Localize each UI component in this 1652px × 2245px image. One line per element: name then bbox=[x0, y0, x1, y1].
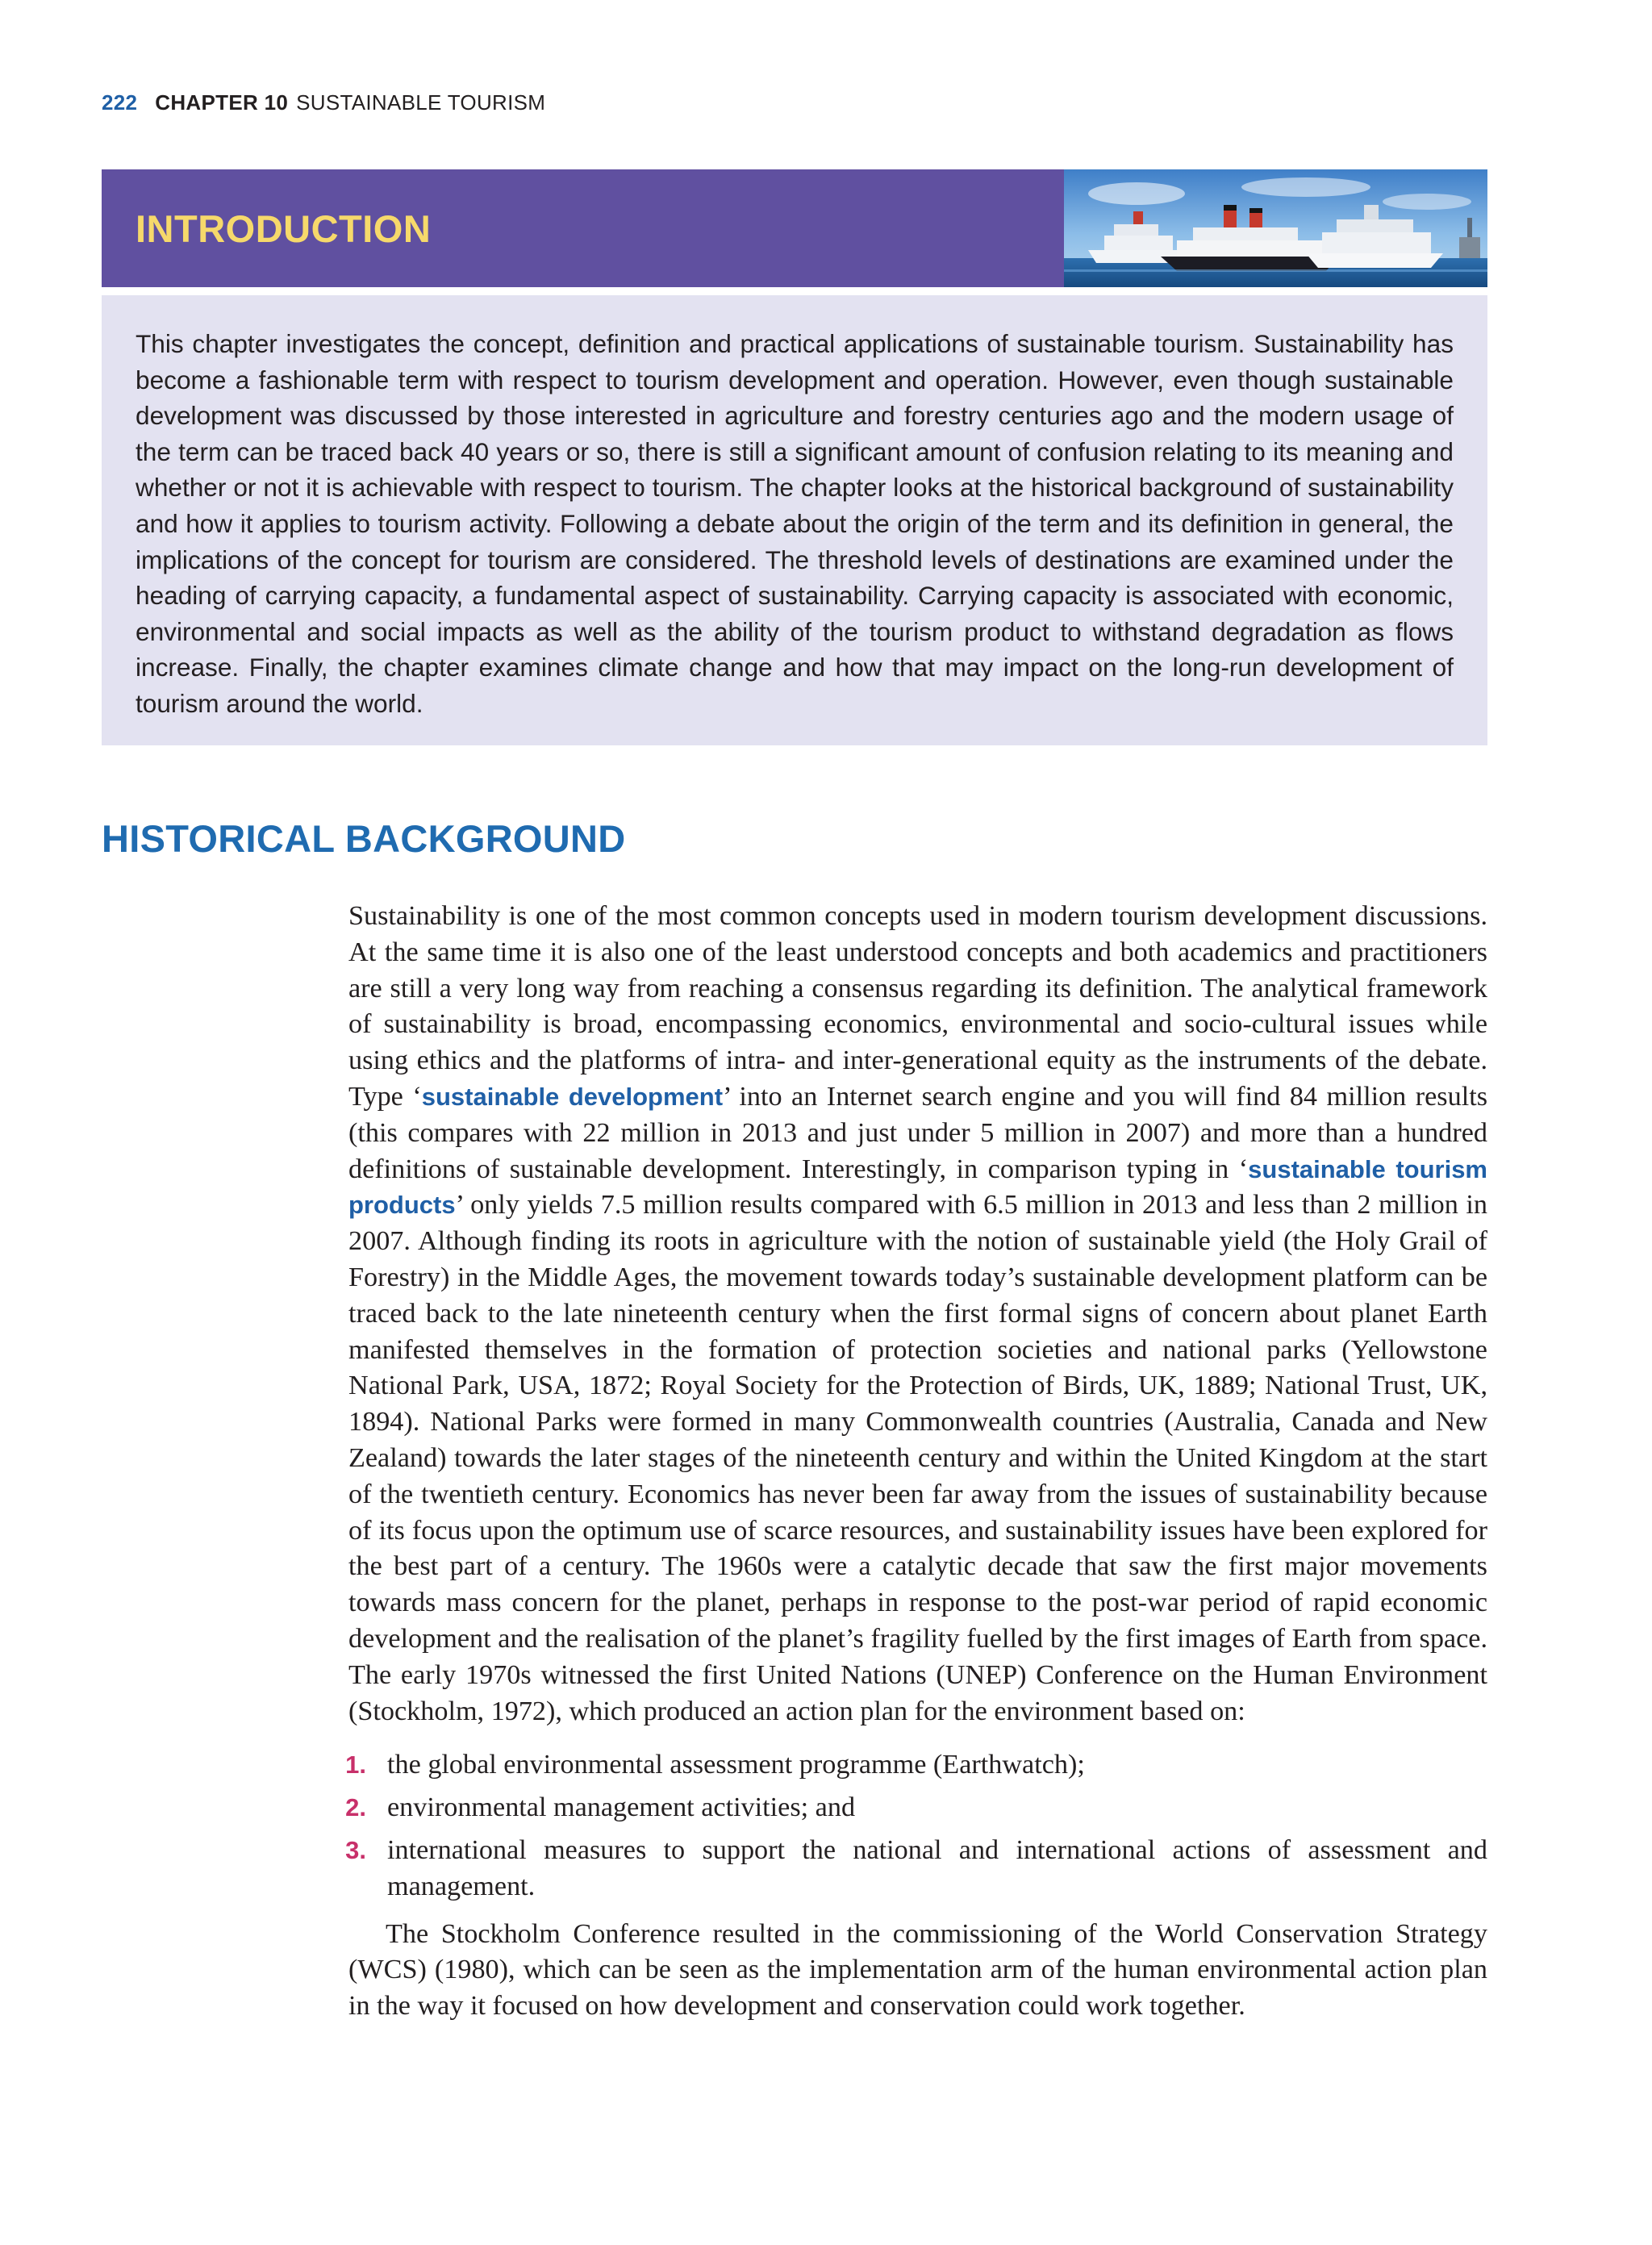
para1-text-a: Sustainability is one of the most common concepts used in modern tourism development discussions. At the same time it is also one of the least understood concepts and both academics and practitioners are still a very long way from reaching a consensus regarding its definition. The analytical framework of sustainability is broad, encompassing economics, environmental and socio-cultural issues while using ethics and the platforms of intra- and inter-generational equity as the instruments of the debate. Type ‘ bbox=[348, 901, 1487, 1112]
list-item-text: environmental management activities; and bbox=[387, 1792, 856, 1823]
intro-banner bbox=[102, 169, 1487, 287]
numbered-list bbox=[345, 1747, 1487, 1905]
chapter-title: SUSTAINABLE TOURISM bbox=[296, 90, 546, 115]
para1-text-c: ’ only yields 7.5 million results compared with 6.5 million in 2013 and less than 2 million in 2007. Although finding its roots in agriculture with the notion of sustainable yield (the Holy Grail of Forestry) in the Middle Ages, the movement towards today’s sustainable development platform can be traced back to the late nineteenth century when the first formal signs of concern about planet Earth manifested themselves in the formation of protection societies and national parks (Yellowstone National Park, USA, 1872; Royal Society for the Protection of Birds, UK, 1889; National Trust, UK, 1894). National Parks were formed in many Commonwealth countries (Australia, Canada and New Zealand) towards the later stages of the nineteenth century and within the United Kingdom at the start of the twentieth century. Economics has never been far away from the issues of sustainability because of its focus upon the optimum use of scarce resources, and sustainability issues have been explored for the best part of a century. The 1960s were a catalytic decade that saw the first major movements towards mass concern for the planet, perhaps in response to the post-war period of rapid economic development and the realisation of the planet’s fragility fuelled by the first images of Earth from space. The early 1970s witnessed the first United Nations (UNEP) Conference on the Human Environment (Stockholm, 1972), which produced an action plan for the environment based on: bbox=[348, 1190, 1487, 1726]
body-paragraph-2: The Stockholm Conference resulted in the commissioning of the World Conservation Strategy (WCS) (1980), which can be seen as the implementation arm of the human environmental action plan in the way it focused on how development and conservation could work together. bbox=[348, 1918, 1487, 2022]
list-item bbox=[345, 1833, 1487, 1905]
list-item-text: the global environmental assessment programme (Earthwatch); bbox=[387, 1750, 1085, 1780]
list-number: 3. bbox=[345, 1835, 366, 1864]
list-number: 1. bbox=[345, 1751, 366, 1780]
cruise-ships-photo bbox=[1064, 169, 1487, 287]
chapter-label: CHAPTER 10 bbox=[155, 90, 289, 115]
running-head bbox=[102, 90, 545, 115]
list-number: 2. bbox=[345, 1793, 366, 1822]
intro-title: INTRODUCTION bbox=[136, 207, 432, 250]
keyword-sustainable-tourism-products: sustainable tourism products bbox=[348, 1154, 1487, 1220]
keyword-sustainable-development: sustainable development bbox=[421, 1082, 724, 1111]
page-number: 222 bbox=[102, 90, 138, 115]
intro-box bbox=[102, 295, 1487, 745]
para1-text-b: ’ into an Internet search engine and you will find 84 million results (this compares with 22 million in 2013 and just under 5 million in 2007) and more than a hundred definitions of sustainable development. Interestingly, in comparison typing in ‘ bbox=[348, 1081, 1487, 1184]
list-item bbox=[345, 1790, 1487, 1826]
section-heading: HISTORICAL BACKGROUND bbox=[102, 817, 626, 860]
body-paragraph-1 bbox=[348, 899, 1487, 1730]
intro-paragraph: This chapter investigates the concept, definition and practical applications of sustainable tourism. Sustainability has become a fashionable term with respect to tourism development and operation. However, even though sustainable development was discussed by those interested in agriculture and forestry centuries ago and the modern usage of the term can be traced back 40 years or so, there is still a significant amount of confusion relating to its meaning and whether or not it is achievable with respect to tourism. The chapter looks at the historical background of sustainability and how it applies to tourism activity. Following a debate about the origin of the term and its definition in general, the implications of the concept for tourism are considered. The threshold levels of destinations are examined under the heading of carrying capacity, a fundamental aspect of sustainability. Carrying capacity is associated with economic, environmental and social impacts as well as the ability of the tourism product to withstand degradation as flows increase. Finally, the chapter examines climate change and how that may impact on the long-run development of tourism around the world. bbox=[136, 329, 1454, 718]
list-item bbox=[345, 1747, 1487, 1784]
body-column bbox=[345, 899, 1487, 2025]
list-item-text: international measures to support the national and international actions of assessment and management. bbox=[387, 1834, 1487, 1901]
